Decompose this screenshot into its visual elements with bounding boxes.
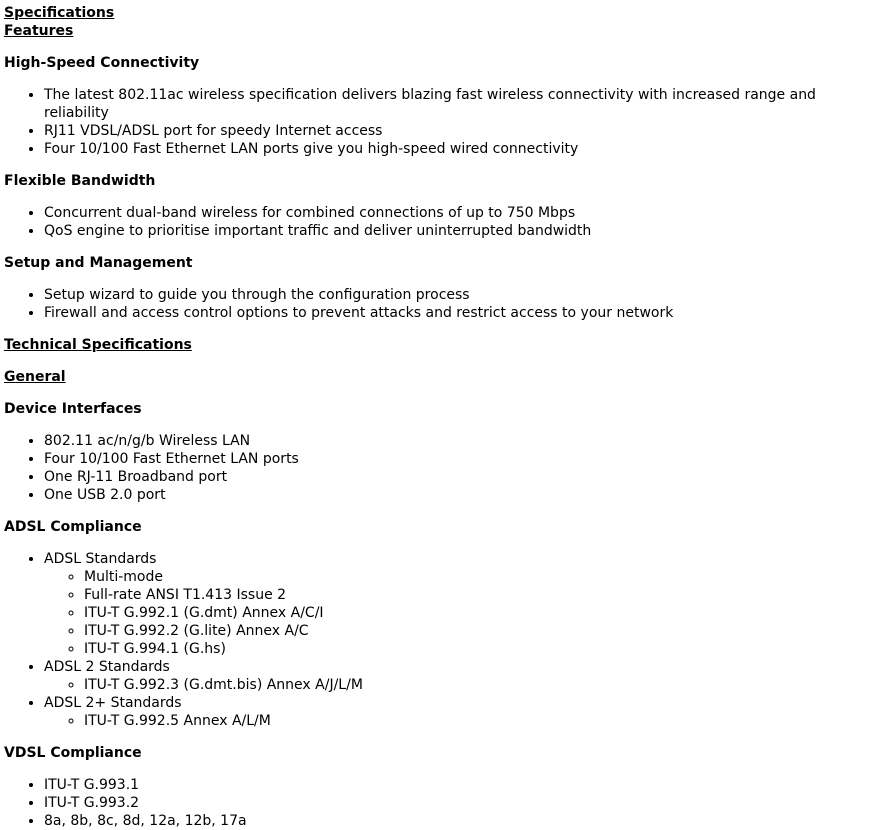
list-item: • RJ11 VDSL/ADSL port for speedy Internet access bbox=[44, 122, 876, 140]
high-speed-heading: High-Speed Connectivity bbox=[4, 55, 200, 71]
flexible-bandwidth-list bbox=[4, 204, 876, 240]
list-item: • One USB 2.0 port bbox=[44, 486, 876, 504]
adsl-compliance-list bbox=[4, 550, 876, 730]
list-item: • 8a, 8b, 8c, 8d, 12a, 12b, 17a bbox=[44, 812, 876, 830]
list-item: • One RJ-11 Broadband port bbox=[44, 468, 876, 486]
list-item: • Four 10/100 Fast Ethernet LAN ports give you high-speed wired connectivity bbox=[44, 140, 876, 158]
adsl2plus-standards-label: ADSL 2+ Standards bbox=[44, 695, 182, 711]
device-interfaces-heading: Device Interfaces bbox=[4, 401, 142, 417]
vdsl-compliance-heading: VDSL Compliance bbox=[4, 745, 142, 761]
device-interfaces-list bbox=[4, 432, 876, 504]
list-item: ◦ Multi-mode bbox=[84, 568, 876, 586]
adsl2-standards-label: ADSL 2 Standards bbox=[44, 659, 170, 675]
list-item bbox=[44, 550, 876, 658]
list-item: ◦ Full-rate ANSI T1.413 Issue 2 bbox=[84, 586, 876, 604]
list-item: • Setup wizard to guide you through the configuration process bbox=[44, 286, 876, 304]
list-item: • Concurrent dual-band wireless for combined connections of up to 750 Mbps bbox=[44, 204, 876, 222]
list-item: • The latest 802.11ac wireless specification delivers blazing fast wireless connectivity with increased range and reliability bbox=[44, 86, 876, 122]
technical-specifications-heading: Technical Specifications bbox=[4, 337, 192, 353]
list-item: ◦ ITU-T G.992.5 Annex A/L/M bbox=[84, 712, 876, 730]
adsl2plus-standards-sublist bbox=[44, 712, 876, 730]
list-item bbox=[44, 694, 876, 730]
list-item: ◦ ITU-T G.992.1 (G.dmt) Annex A/C/I bbox=[84, 604, 876, 622]
setup-management-heading: Setup and Management bbox=[4, 255, 193, 271]
high-speed-list bbox=[4, 86, 876, 158]
list-item: • 802.11 ac/n/g/b Wireless LAN bbox=[44, 432, 876, 450]
adsl-standards-label: ADSL Standards bbox=[44, 551, 157, 567]
list-item: • Firewall and access control options to prevent attacks and restrict access to your network bbox=[44, 304, 876, 322]
flexible-bandwidth-heading: Flexible Bandwidth bbox=[4, 173, 156, 189]
list-item: • ITU-T G.993.2 bbox=[44, 794, 876, 812]
features-link[interactable]: Features bbox=[4, 23, 74, 39]
specifications-link[interactable]: Specifications bbox=[4, 5, 115, 21]
list-item: • QoS engine to prioritise important traffic and deliver uninterrupted bandwidth bbox=[44, 222, 876, 240]
list-item bbox=[44, 658, 876, 694]
list-item: ◦ ITU-T G.992.3 (G.dmt.bis) Annex A/J/L/M bbox=[84, 676, 876, 694]
adsl-standards-sublist bbox=[44, 568, 876, 658]
list-item: ◦ ITU-T G.994.1 (G.hs) bbox=[84, 640, 876, 658]
list-item: • Four 10/100 Fast Ethernet LAN ports bbox=[44, 450, 876, 468]
adsl-compliance-heading: ADSL Compliance bbox=[4, 519, 142, 535]
list-item: ◦ ITU-T G.992.2 (G.lite) Annex A/C bbox=[84, 622, 876, 640]
list-item: • ITU-T G.993.1 bbox=[44, 776, 876, 794]
general-heading: General bbox=[4, 369, 66, 385]
adsl2-standards-sublist bbox=[44, 676, 876, 694]
setup-management-list bbox=[4, 286, 876, 322]
top-links bbox=[4, 4, 876, 40]
